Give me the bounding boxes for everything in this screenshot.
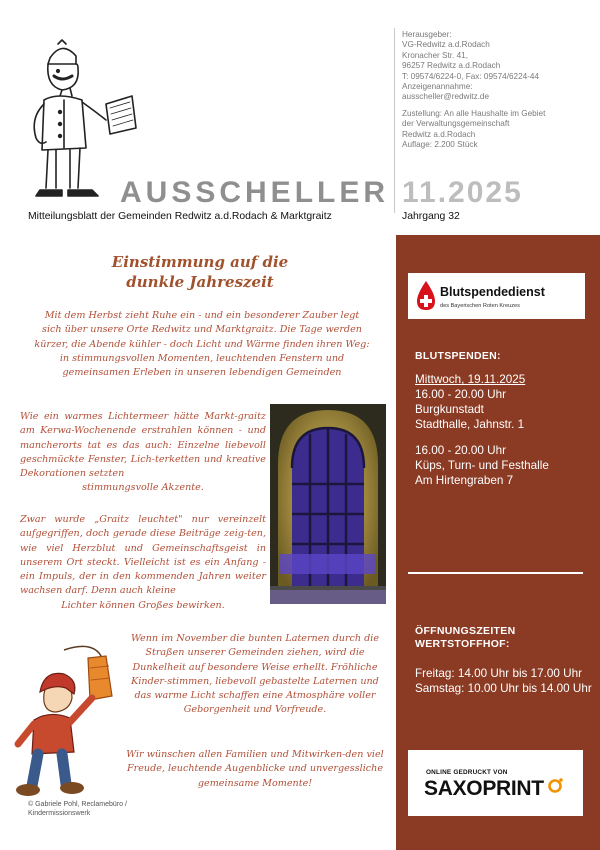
image-credit — [28, 800, 168, 818]
blood-time-1: 16.00 - 20.00 Uhr — [415, 388, 506, 401]
heading-line: WERTSTOFFHOF: — [415, 638, 510, 650]
headline-line: dunkle Jahreszeit — [126, 273, 274, 291]
blood-location-1: Burgkunstadt — [415, 403, 484, 416]
hours-saturday: Samstag: 10.00 Uhr bis 14.00 Uhr — [415, 682, 592, 695]
publisher-email[interactable]: ausscheller@redwitz.de — [402, 92, 490, 102]
article-paragraph-5: Wir wünschen allen Familien und Mitwirken-den viel Freude, leuchtende Augenblicke und unvergessliche gemeinsame Momente! — [126, 749, 384, 789]
logo-subtitle: des Bayerischen Roten Kreuzes — [440, 303, 520, 309]
publisher-line: VG-Redwitz a.d.Rodach — [402, 40, 490, 50]
ad-brand: SAXOPRINT — [424, 777, 544, 800]
article-paragraph-4: Wenn im November die bunten Laternen durch die Straßen unserer Gemeinden ziehen, wird die Dunkelheit auf besondere Weise erhellt. Fröhliche Kinder-stimmen, liebevoll gebastelte Laternen und das warme Licht schaffen eine Atmosphäre voller Geborgenheit und Vorfreude. — [130, 633, 380, 716]
illuminated-window-photo — [270, 404, 386, 604]
lantern-child-illustration — [4, 640, 122, 800]
saxoprint-logo-icon — [547, 778, 563, 794]
issue-number: 11.2025 — [402, 176, 523, 209]
paragraph-text: Zwar wurde „Graitz leuchtet" nur vereinzelt aufgegriffen, doch gerade diese Beiträge zeig-ten, wie viel Herzblut und Gemeinschaftsgeist in unserem Ort steckt. Vielleicht ist es ein Anfang - ein Impuls, der in den kommenden Jahren weiter wachsen darf. Denn auch kleine — [20, 514, 266, 597]
blood-address-1: Stadthalle, Jahnstr. 1 — [415, 418, 525, 431]
header-divider — [394, 28, 395, 213]
distribution-line: der Verwaltungsgemeinschaft — [402, 119, 510, 129]
publisher-line: Herausgeber: — [402, 30, 452, 39]
distribution-line: Auflage: 2.200 Stück — [402, 140, 478, 150]
publisher-line: Anzeigenannahme: — [402, 82, 473, 92]
masthead-subtitle: Mitteilungsblatt der Gemeinden Redwitz a.d.Rodach & Marktgraitz — [28, 211, 332, 222]
paragraph-last-line: Lichter können Großes bewirken. — [61, 599, 225, 611]
article-paragraph-3 — [20, 513, 266, 613]
heading-line: ÖFFNUNGSZEITEN — [415, 625, 516, 637]
blood-address-2: Am Hirtengraben 7 — [415, 474, 514, 487]
paragraph-last-line: stimmungsvolle Akzente. — [82, 482, 204, 494]
blood-time-2: 16.00 - 20.00 Uhr — [415, 444, 506, 457]
blood-donation-heading: BLUTSPENDEN: — [415, 350, 501, 362]
blood-location-2: Küps, Turn- und Festhalle — [415, 459, 549, 472]
blood-donation-logo — [408, 273, 585, 319]
blood-drop-cross-icon — [415, 280, 437, 312]
blood-donation-date: Mittwoch, 19.11.2025 — [415, 373, 526, 386]
ad-tagline: ONLINE GEDRUCKT VON — [426, 769, 508, 776]
headline-line: Einstimmung auf die — [111, 253, 289, 271]
publisher-line: T: 09574/6224-0, Fax: 09574/6224-44 — [402, 71, 540, 81]
publisher-line: 96257 Redwitz a.d.Rodach — [402, 61, 501, 71]
recycling-hours-heading — [415, 625, 515, 651]
distribution-line: Zustellung: An alle Haushalte im Gebiet — [402, 108, 546, 118]
credit-line: Kindermissionswerk — [28, 810, 91, 817]
paragraph-text: Wie ein warmes Lichtermeer hätte Markt-graitz am Kerwa-Wochenende erstrahlen können - und mancherorts tat es das auch: Einzelne liebevoll geschmückte Fenster, Lich-terketten und kreative Dekorationen setzten — [20, 411, 266, 480]
masthead-title: AUSSCHELLER — [120, 176, 390, 209]
publisher-line: Kronacher Str. 41, — [402, 50, 468, 60]
article-paragraph-2 — [20, 410, 266, 496]
article-headline — [80, 252, 320, 292]
publisher-info — [402, 30, 597, 150]
distribution-line: Redwitz a.d.Rodach — [402, 129, 476, 139]
logo-name: Blutspendedienst — [440, 285, 545, 299]
sidebar-divider — [408, 572, 583, 574]
volume-label: Jahrgang 32 — [402, 211, 460, 222]
hours-friday: Freitag: 14.00 Uhr bis 17.00 Uhr — [415, 667, 582, 680]
credit-line: © Gabriele Pohl, Reclamebüro / — [28, 801, 127, 808]
saxoprint-ad[interactable] — [408, 750, 583, 816]
article-paragraph-1: Mit dem Herbst zieht Ruhe ein - und ein besonderer Zauber legt sich über unsere Orte Redwitz und Marktgraitz. Die Tage werden kürzer, die Abende kühler - doch Licht und Wärme finden ihren Weg: in stimmungsvollen Momenten, leuchtenden Fenstern und gemeinsamen Erleben in unseren lebendigen Gemeinden — [34, 310, 370, 379]
